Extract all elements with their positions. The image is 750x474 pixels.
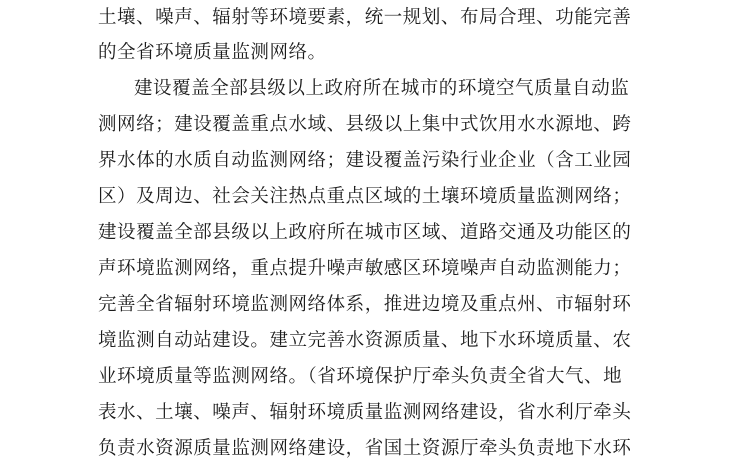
text-line-9: 完善全省辐射环境监测网络体系，推进边境及重点州、市辐射环 — [98, 294, 632, 315]
text-line-13: 负责水资源质量监测网络建设，省国土资源厅牵头负责地下水环 — [98, 438, 632, 459]
text-line-12: 表水、土壤、噪声、辐射环境质量监测网络建设，省水利厅牵头 — [98, 402, 632, 423]
text-line-8: 声环境监测网络，重点提升噪声敏感区环境噪声自动监测能力； — [98, 258, 632, 279]
text-line-4: 测网络；建设覆盖重点水域、县级以上集中式饮用水水源地、跨 — [98, 114, 632, 135]
text-line-1: 土壤、噪声、辐射等环境要素，统一规划、布局合理、功能完善 — [98, 7, 632, 28]
text-line-5: 界水体的水质自动监测网络；建设覆盖污染行业企业（含工业园 — [98, 150, 632, 171]
text-line-6: 区）及周边、社会关注热点重点区域的土壤环境质量监测网络； — [98, 186, 632, 207]
text-line-7: 建设覆盖全部县级以上政府所在城市区域、道路交通及功能区的 — [98, 222, 632, 243]
text-line-2: 的全省环境质量监测网络。 — [98, 42, 327, 63]
text-line-11: 业环境质量等监测网络。（省环境保护厅牵头负责全省大气、地 — [98, 366, 623, 387]
text-line-10: 境监测自动站建设。建立完善水资源质量、地下水环境质量、农 — [98, 330, 632, 351]
paragraph-first-line: 建设覆盖全部县级以上政府所在城市的环境空气质量自动监 — [134, 78, 630, 99]
